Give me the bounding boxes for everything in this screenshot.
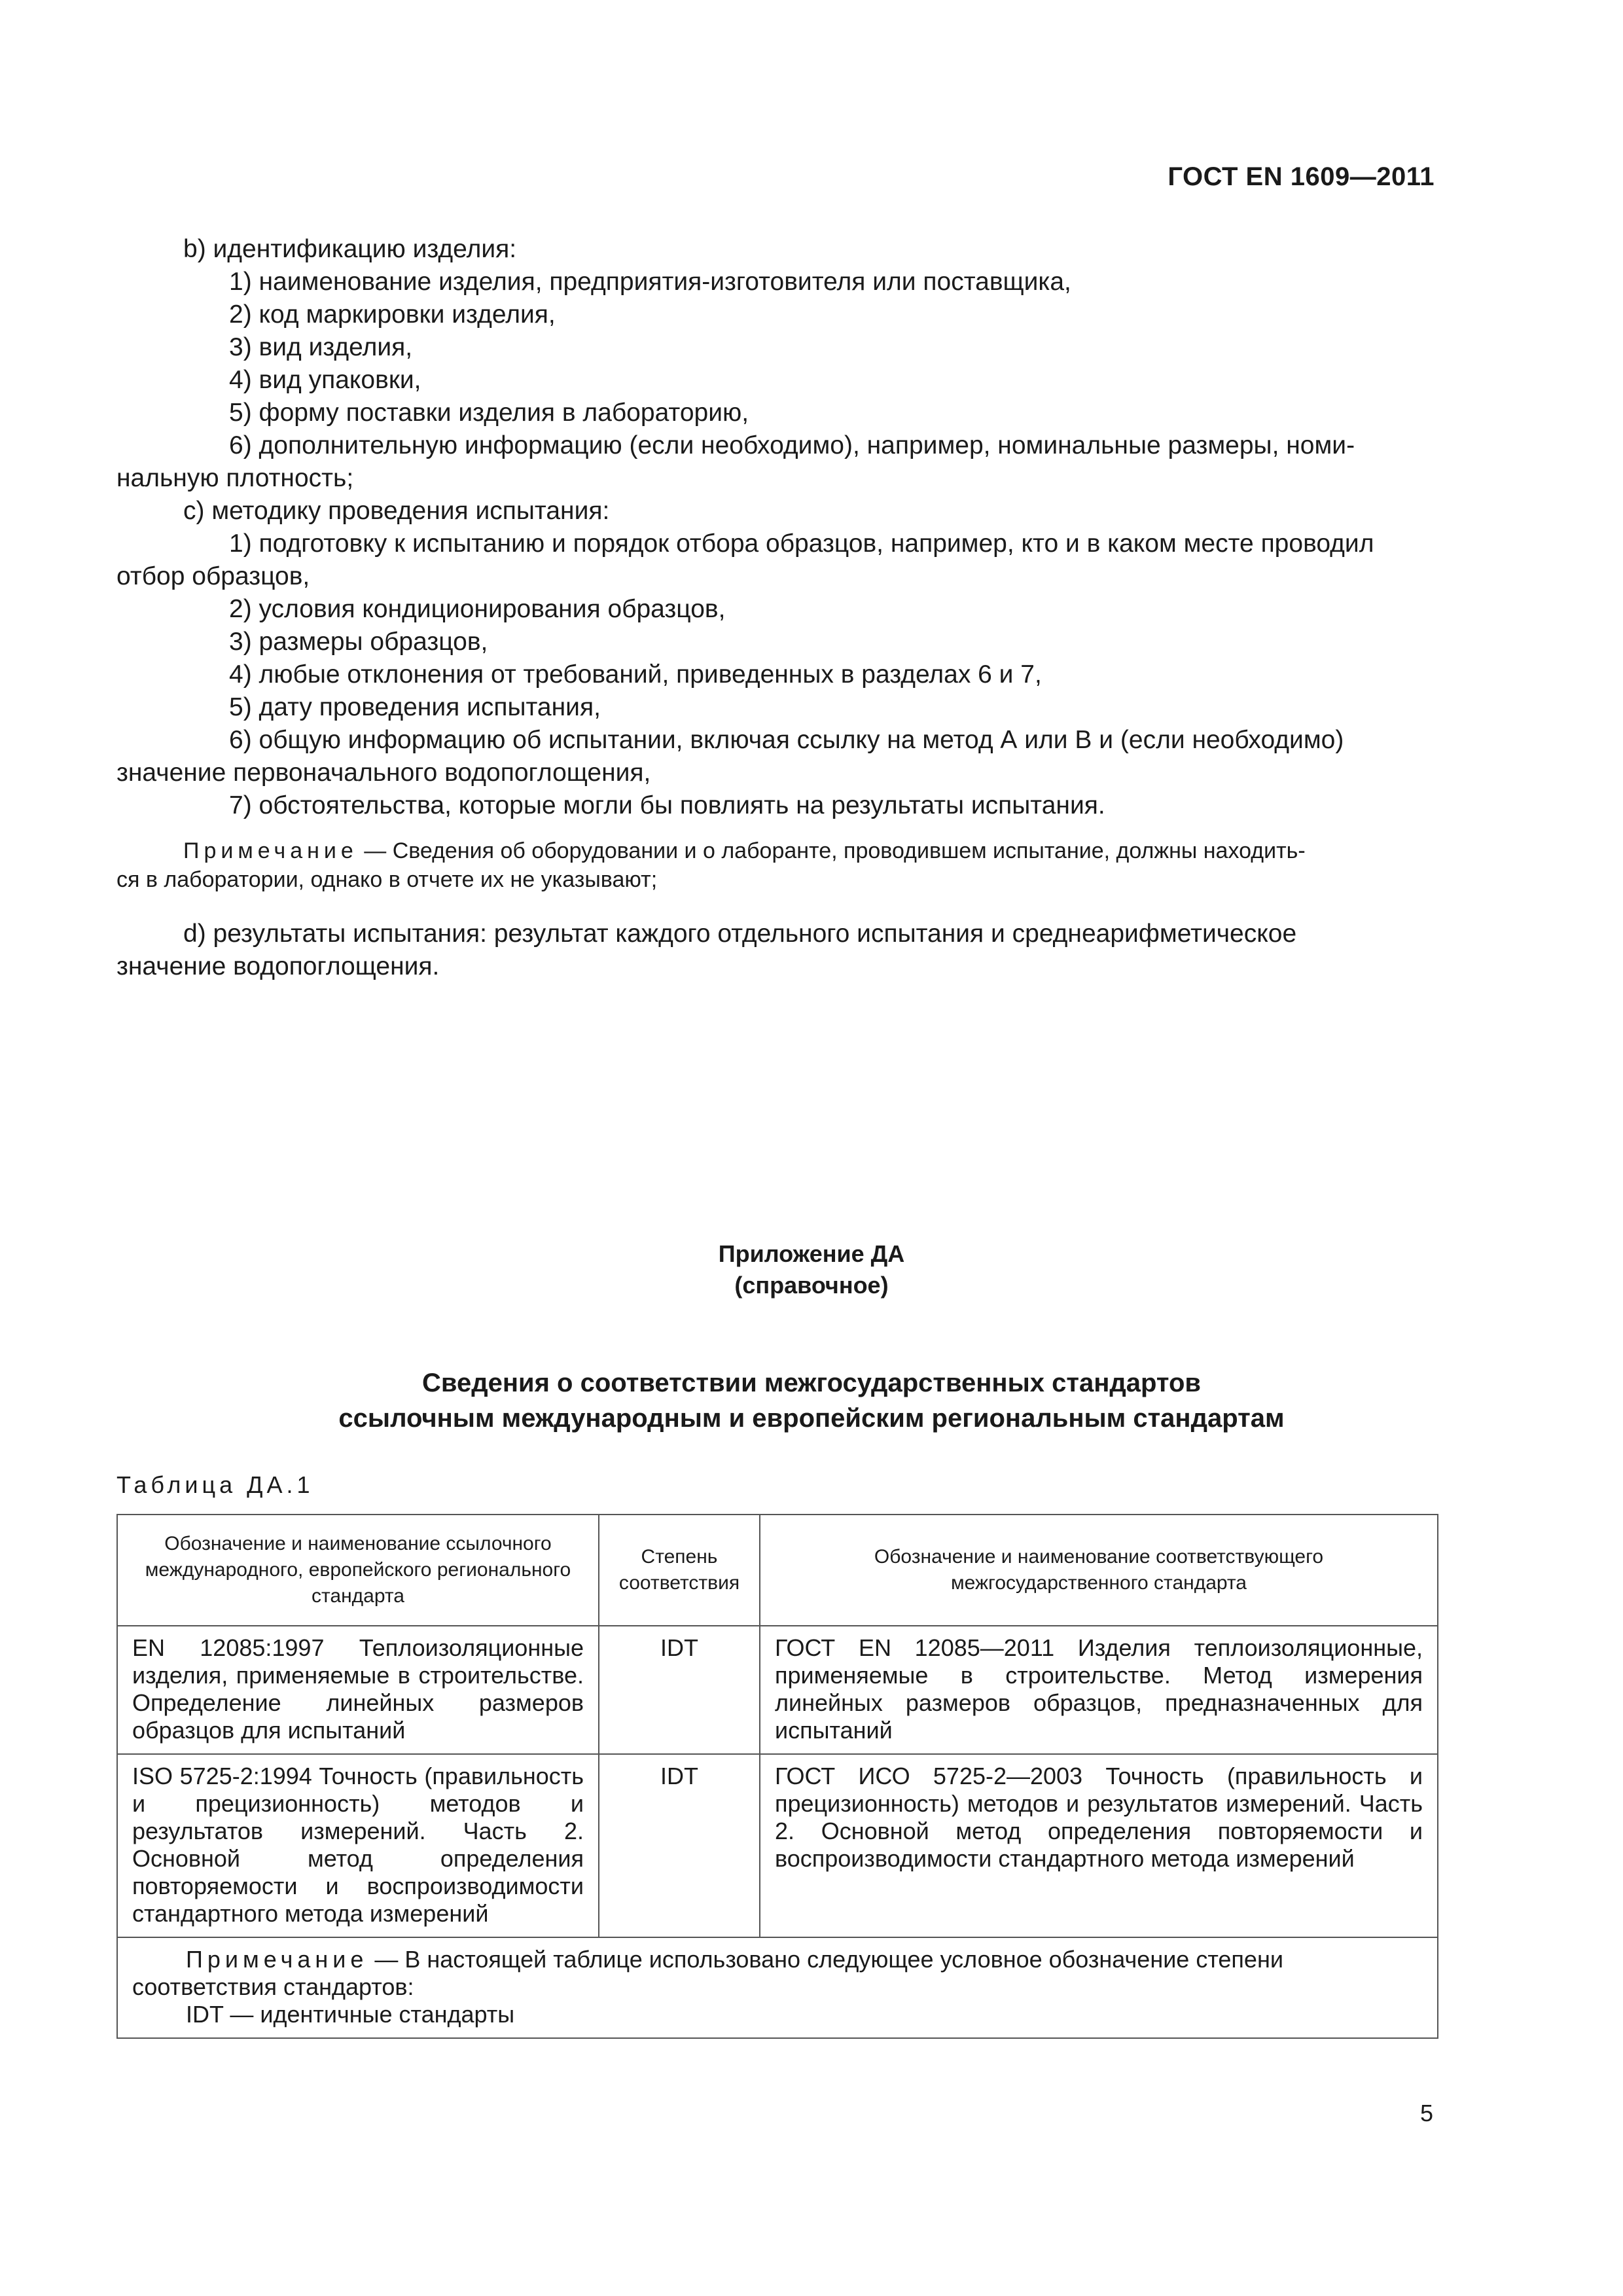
list-item-continuation: значение водопоглощения. <box>116 952 440 980</box>
table-label: Таблица ДА.1 <box>116 1471 314 1498</box>
table-note-body: — В настоящей таблице использовано следующее условное обозначение степени соответствия стандартов: <box>132 1946 1283 2000</box>
table-row <box>117 1754 1438 1937</box>
table-note <box>117 1937 1438 2038</box>
table-note-label: Примечание <box>186 1946 368 1973</box>
list-item: 4) вид упаковки, <box>229 366 421 394</box>
note-continuation: ся в лаборатории, однако в отчете их не указывают; <box>116 867 658 892</box>
table-cell-degree: IDT <box>599 1626 760 1754</box>
list-item: 7) обстоятельства, которые могли бы повлиять на результаты испытания. <box>229 791 1105 819</box>
list-item: 2) код маркировки изделия, <box>229 300 556 329</box>
note-line <box>183 836 1306 865</box>
correspondence-table <box>116 1514 1438 2039</box>
list-item: 1) подготовку к испытанию и порядок отбора образцов, например, кто и в каком месте проводил <box>229 529 1374 558</box>
list-item-d: d) результаты испытания: результат каждого отдельного испытания и среднеарифметическое <box>183 920 1297 948</box>
column-header-national: Обозначение и наименование соответствующего межгосударственного стандарта <box>760 1515 1438 1626</box>
table-cell-national: ГОСТ EN 12085—2011 Изделия теплоизоляционные, применяемые в строительстве. Метод измерения линейных размеров образцов, предназначенных для испытаний <box>760 1626 1438 1754</box>
annex-subtitle: (справочное) <box>734 1272 889 1299</box>
table-cell-reference: ISO 5725-2:1994 Точность (правильность и прецизионность) методов и результатов измерений. Часть 2. Основной метод определения повторяемости и воспроизводимости стандартного метода измерений <box>117 1754 599 1937</box>
annex-heading-line-2: ссылочным международным и европейским региональным стандартам <box>338 1404 1285 1433</box>
note-text: — Сведения об оборудовании и о лаборанте, проводившем испытание, должны находить- <box>364 838 1306 863</box>
table-row <box>117 1626 1438 1754</box>
table-header-row <box>117 1515 1438 1626</box>
note-label: Примечание <box>183 838 358 863</box>
annex-heading-line-1: Сведения о соответствии межгосударственных стандартов <box>422 1369 1201 1397</box>
column-header-reference: Обозначение и наименование ссылочного международного, европейского регионального стандарта <box>117 1515 599 1626</box>
list-item-continuation: значение первоначального водопоглощения, <box>116 759 651 787</box>
table-cell-degree: IDT <box>599 1754 760 1937</box>
list-item-continuation: отбор образцов, <box>116 562 310 590</box>
table-note-row <box>117 1937 1438 2038</box>
table-note-text <box>132 1946 1423 2001</box>
table-cell-national: ГОСТ ИСО 5725-2—2003 Точность (правильность и прецизионность) методов и результатов измерений. Часть 2. Основной метод определения повторяемости и воспроизводимости стандартного метода измерений <box>760 1754 1438 1937</box>
list-item: 2) условия кондиционирования образцов, <box>229 595 726 623</box>
list-item-continuation: нальную плотность; <box>116 464 354 492</box>
list-item: 1) наименование изделия, предприятия-изготовителя или поставщика, <box>229 268 1071 296</box>
list-item: 3) вид изделия, <box>229 333 413 361</box>
list-item: 5) дату проведения испытания, <box>229 693 601 721</box>
list-item: 6) дополнительную информацию (если необходимо), например, номинальные размеры, номи- <box>229 431 1355 459</box>
column-header-degree: Степень соответствия <box>599 1515 760 1626</box>
table-cell-reference: EN 12085:1997 Теплоизоляционные изделия, применяемые в строительстве. Определение линейных размеров образцов для испытаний <box>117 1626 599 1754</box>
page-number: 5 <box>1419 2100 1433 2126</box>
list-item-c: c) методику проведения испытания: <box>183 497 610 525</box>
annex-title: Приложение ДА <box>718 1240 905 1267</box>
list-item: 4) любые отклонения от требований, приведенных в разделах 6 и 7, <box>229 660 1042 689</box>
document-id: ГОСТ EN 1609—2011 <box>1168 162 1435 191</box>
list-item: 5) форму поставки изделия в лабораторию, <box>229 399 749 427</box>
list-item-b: b) идентификацию изделия: <box>183 235 517 263</box>
list-item: 6) общую информацию об испытании, включая ссылку на метод А или В и (если необходимо) <box>229 726 1344 754</box>
table-note-item: IDT — идентичные стандарты <box>186 2001 515 2028</box>
list-item: 3) размеры образцов, <box>229 628 488 656</box>
